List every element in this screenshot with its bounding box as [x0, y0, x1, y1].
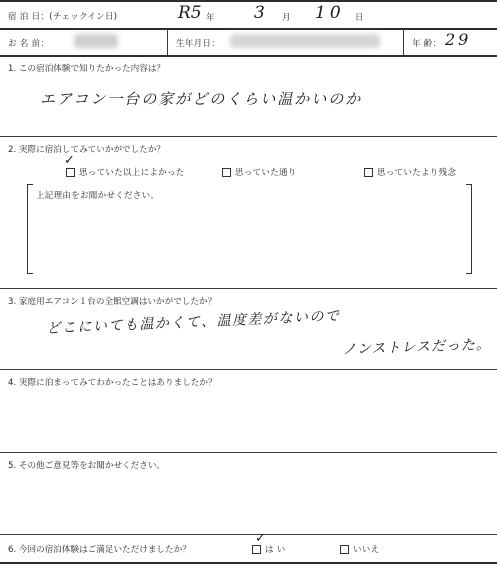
header-divider-1 — [167, 28, 168, 55]
age-label: 年 齢： — [412, 39, 442, 49]
q2-reason-bracket-right — [466, 184, 472, 274]
q6-option-no[interactable] — [340, 543, 379, 555]
month-value: 3 — [254, 3, 265, 23]
q2-option-3-checkbox[interactable] — [364, 168, 373, 177]
q5-bottom-border — [0, 534, 497, 535]
question-1-label: 1. この宿泊体験で知りたかった内容は？ — [8, 64, 166, 74]
q2-option-1[interactable] — [66, 166, 185, 178]
day-value: 10 — [315, 3, 345, 23]
stay-date-label: 宿 泊 日：(チェックイン日) — [8, 12, 118, 22]
q2-option-2-checkbox[interactable] — [222, 168, 231, 177]
q2-reason-label: 上記理由をお聞かせください。 — [36, 191, 160, 201]
question-1-answer: エアコン一台の家がどのくらい温かいのか — [40, 90, 363, 108]
age-value: 29 — [445, 30, 472, 49]
q2-option-3[interactable] — [364, 166, 456, 178]
q6-option-no-label: いいえ — [353, 545, 380, 555]
q2-option-1-checkbox[interactable] — [66, 168, 75, 177]
q3-bottom-border — [0, 369, 497, 370]
header-row1-border — [0, 28, 497, 30]
header-divider-2 — [403, 28, 404, 55]
year-label: 年 — [206, 13, 215, 23]
question-4-label: 4. 実際に泊まってみてわかったことはありましたか？ — [8, 378, 217, 388]
q6-check-mark: ✓ — [255, 531, 266, 546]
q2-option-3-label: 思っていたより残念 — [377, 168, 457, 178]
question-3-answer-line1: どこにいても温かくて、温度差がないので — [46, 308, 341, 337]
day-label: 日 — [355, 13, 364, 23]
name-label: お 名 前： — [8, 39, 50, 49]
q2-bottom-border — [0, 288, 497, 289]
form-bottom-border — [0, 562, 497, 564]
question-3-answer-line2: ノンストレスだった。 — [342, 336, 492, 358]
question-2-label: 2. 実際に宿泊してみていかがでしたか？ — [8, 145, 166, 155]
q2-reason-bracket-left — [27, 184, 33, 274]
question-5-label: 5. その他ご意見等をお聞かせください。 — [8, 461, 166, 471]
birth-label: 生年月日： — [176, 39, 221, 49]
q4-bottom-border — [0, 452, 497, 453]
header-row2-border — [0, 55, 497, 57]
q6-option-yes-label: は い — [265, 545, 286, 555]
q1-bottom-border — [0, 136, 497, 137]
birthdate-redacted — [230, 34, 380, 48]
q2-option-1-label: 思っていた以上によかった — [79, 168, 185, 178]
question-3-label: 3. 家庭用エアコン１台の全館空調はいかがでしたか？ — [8, 297, 217, 307]
name-redacted — [74, 34, 118, 48]
q6-option-no-checkbox[interactable] — [340, 545, 349, 554]
q2-check-mark: ✓ — [64, 153, 75, 168]
q6-option-yes[interactable] — [252, 543, 286, 555]
q2-option-2[interactable] — [222, 166, 297, 178]
header-top-border — [0, 0, 497, 2]
q6-option-yes-checkbox[interactable] — [252, 545, 261, 554]
question-6-label: 6. 今回の宿泊体験はご満足いただけましたか？ — [8, 545, 191, 555]
era-value: R5 — [178, 3, 202, 23]
month-label: 月 — [282, 13, 291, 23]
q2-option-2-label: 思っていた通り — [235, 168, 297, 178]
